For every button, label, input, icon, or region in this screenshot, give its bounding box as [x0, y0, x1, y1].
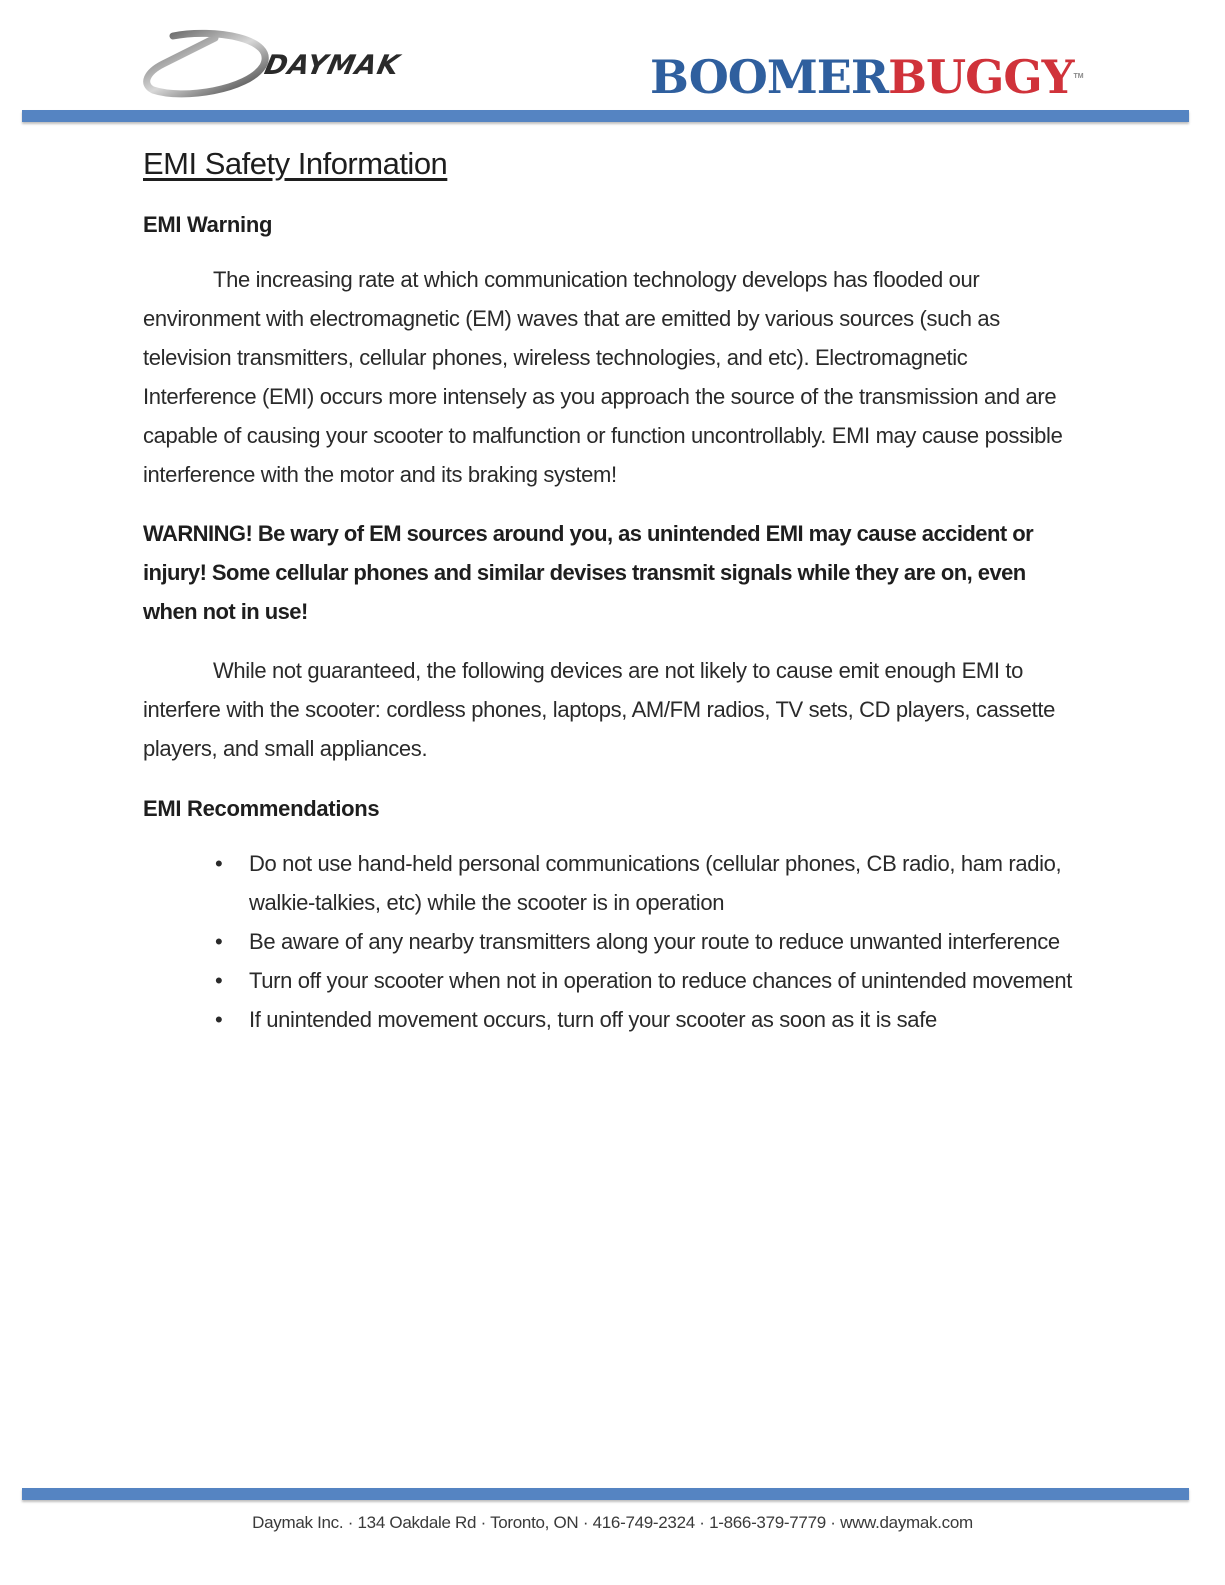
paragraph-safe-devices: While not guaranteed, the following devices are not likely to cause emit enough EMI to interfere with the scooter: cordless phones, laptops, AM/FM radios, TV sets, CD players, cassette players, and small appliances.	[143, 658, 1056, 761]
daymak-swoosh-icon	[143, 28, 273, 100]
boomerbuggy-logo-buggy: BUGGY	[888, 50, 1074, 104]
header-divider	[22, 110, 1189, 122]
bullet-icon: •	[215, 1007, 223, 1032]
list-item-text: Turn off your scooter when not in operation to reduce chances of unintended movement	[249, 968, 1073, 993]
footer-divider	[22, 1488, 1189, 1500]
boomerbuggy-logo	[650, 52, 1084, 102]
section-heading-emi-warning: EMI Warning	[143, 212, 273, 237]
document-body	[143, 140, 1073, 1039]
bullet-icon: •	[215, 851, 223, 876]
daymak-logo	[143, 28, 428, 100]
warning-paragraph: WARNING! Be wary of EM sources around you, as unintended EMI may cause accident or injury! Some cellular phones and similar devises transmit signals while they are on, even when not in use!	[143, 521, 1034, 624]
list-item-text: If unintended movement occurs, turn off your scooter as soon as it is safe	[249, 1007, 937, 1032]
paragraph-emi-intro: The increasing rate at which communication technology develops has flooded our environment with electromagnetic (EM) waves that are emitted by various sources (such as television transmitters, cellular phones, wireless technologies, and etc). Electromagnetic Interference (EMI) occurs more intensely as you approach the source of the transmission and are capable of causing your scooter to malfunction or function uncontrollably. EMI may cause possible interference with the motor and its braking system!	[143, 267, 1063, 487]
list-item-text: Do not use hand-held personal communications (cellular phones, CB radio, ham radio, walkie-talkies, etc) while the scooter is in operation	[249, 851, 1062, 915]
list-item	[215, 961, 1073, 1000]
list-item-text: Be aware of any nearby transmitters along your route to reduce unwanted interference	[249, 929, 1060, 954]
footer-contact-info: Daymak Inc. · 134 Oakdale Rd · Toronto, ON · 416-749-2324 · 1-866-379-7779 · www.daymak.com	[252, 1513, 973, 1532]
list-item	[215, 1000, 1073, 1039]
list-item	[215, 922, 1073, 961]
bullet-icon: •	[215, 929, 223, 954]
bullet-icon: •	[215, 968, 223, 993]
recommendations-list	[143, 844, 1073, 1039]
section-heading-emi-recommendations: EMI Recommendations	[143, 796, 380, 821]
boomerbuggy-logo-boomer: BOOMER	[650, 50, 889, 104]
page-title: EMI Safety Information	[143, 146, 448, 181]
list-item	[215, 844, 1073, 922]
trademark-mark: TM	[1073, 73, 1084, 80]
daymak-logo-text: DAYMAK	[261, 50, 403, 81]
